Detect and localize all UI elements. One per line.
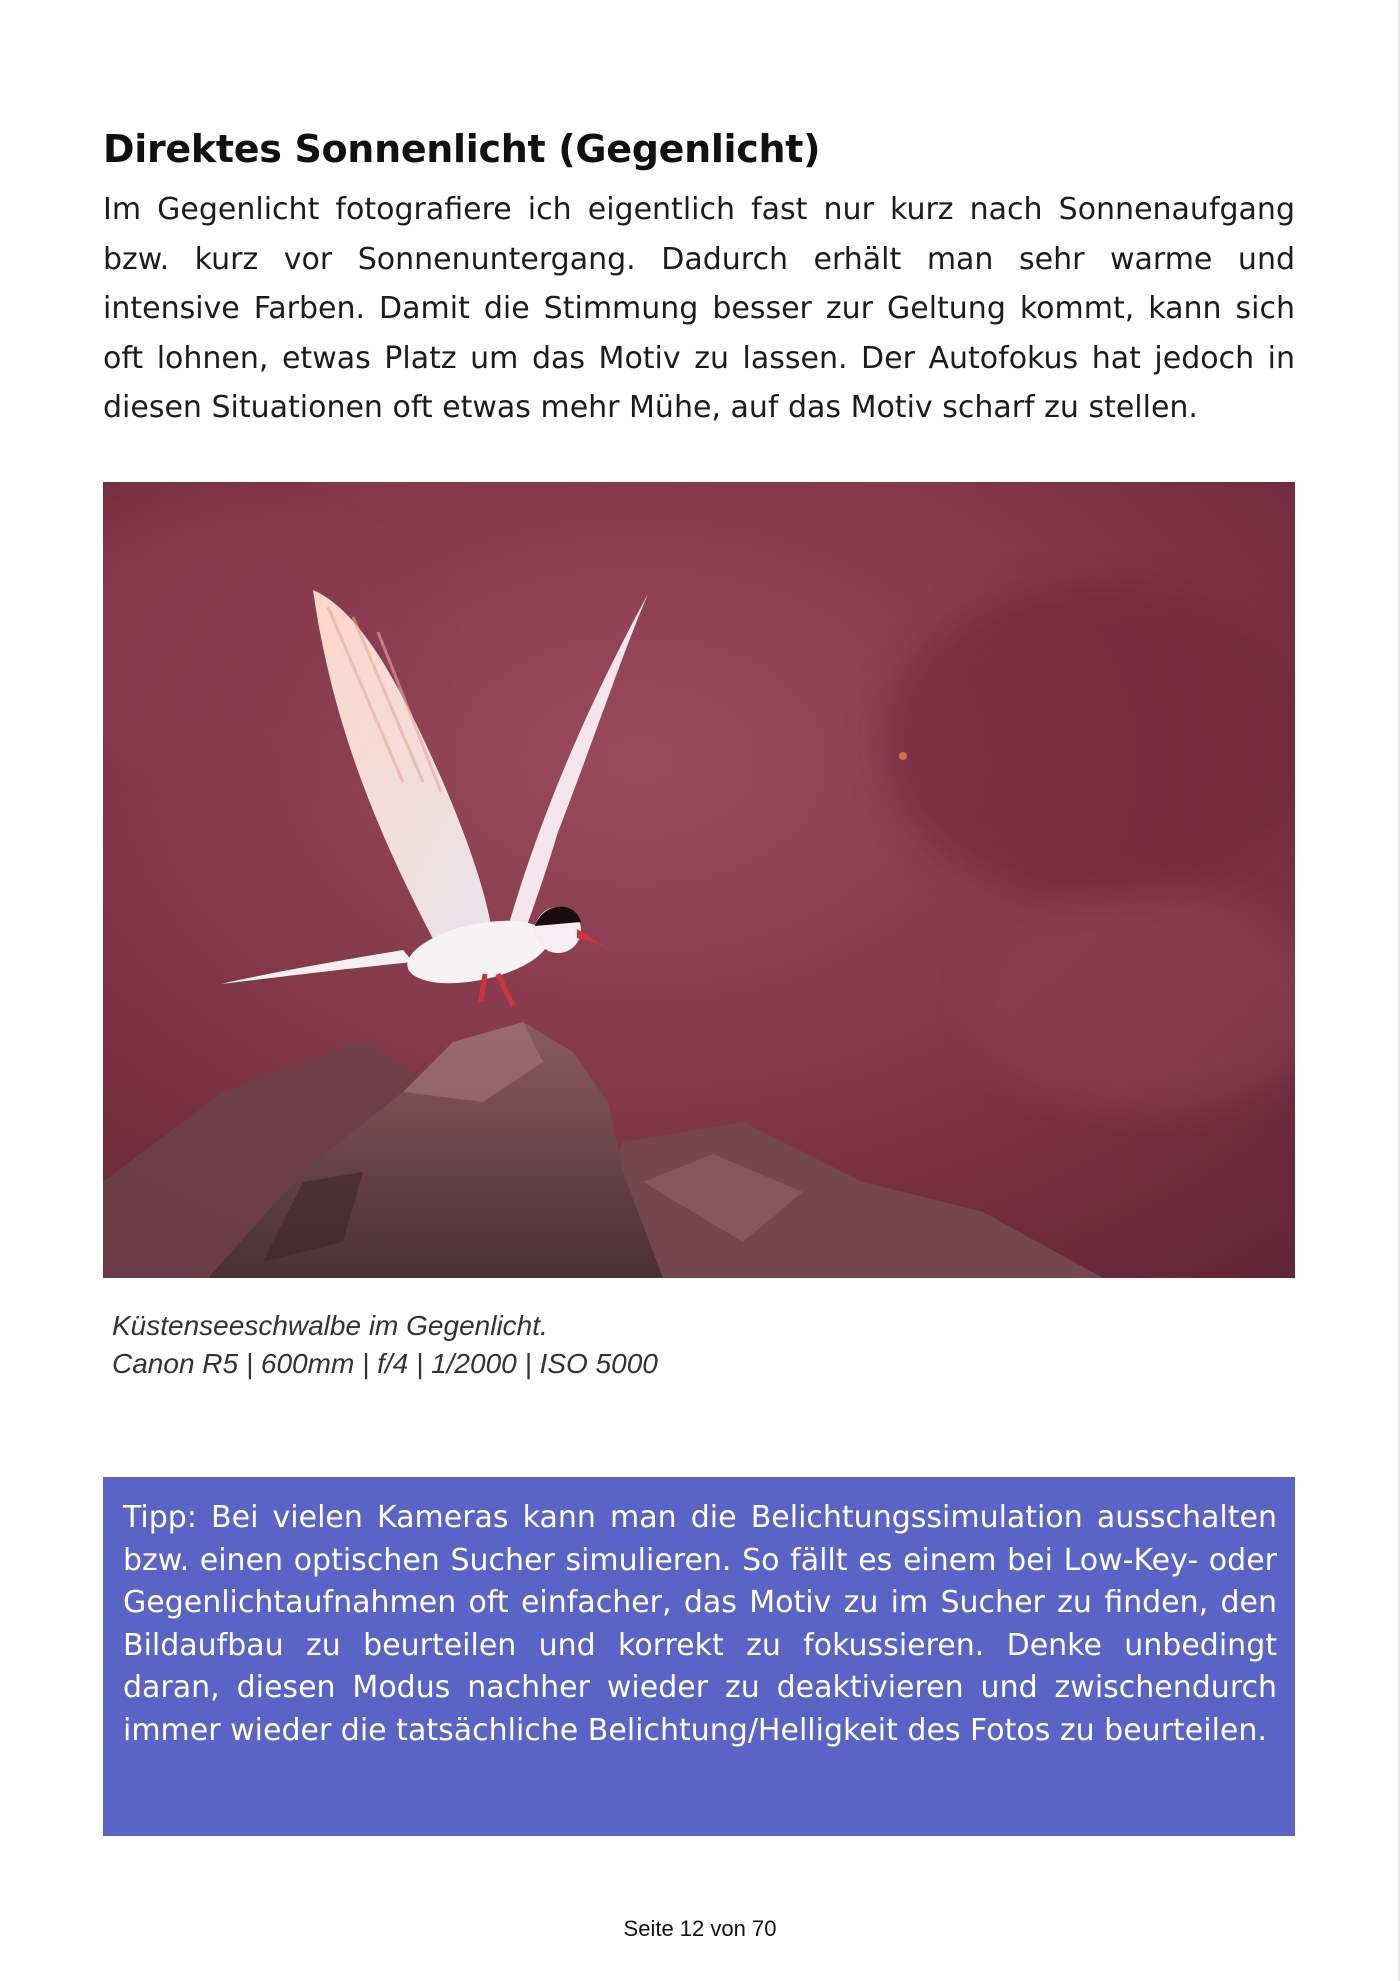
caption-exif: Canon R5 | 600mm | f/4 | 1/2000 | ISO 5000 xyxy=(112,1348,658,1379)
body-paragraph: Im Gegenlicht fotografiere ich eigentlich fast nur kurz nach Sonnenaufgang bzw. kurz vor Sonnenuntergang. Dadurch erhält man sehr warme und intensive Farben. Damit die Stimmung besser zur Geltung kommt, kann sich oft lohnen, etwas Platz um das Motiv zu lassen. Der Autofokus hat jedoch in diesen Situationen oft etwas mehr Mühe, auf das Motiv scharf zu stellen. xyxy=(103,192,1295,425)
figure-caption xyxy=(112,1307,1262,1383)
page-number: Seite 12 von 70 xyxy=(623,1916,777,1941)
tern-photo xyxy=(103,482,1295,1278)
tip-box xyxy=(103,1477,1295,1836)
tip-text: Tipp: Bei vielen Kameras kann man die Belichtungssimulation ausschalten bzw. einen optischen Sucher simulieren. So fällt es einem bei Low-Key- oder Gegenlichtaufnahmen oft einfacher, das Motiv zu im Sucher zu finden, den Bildaufbau zu beurteilen und korrekt zu fokussieren. Denke unbedingt daran, diesen Modus nachher wieder zu deaktivieren und zwischendurch immer wieder die tatsächliche Belichtung/Helligkeit des Fotos zu beurteilen. xyxy=(123,1500,1277,1748)
section-heading: Direktes Sonnenlicht (Gegenlicht) xyxy=(103,127,821,171)
caption-title: Küstenseeschwalbe im Gegenlicht. xyxy=(112,1310,548,1341)
tern-photo-illustration xyxy=(103,482,1295,1278)
